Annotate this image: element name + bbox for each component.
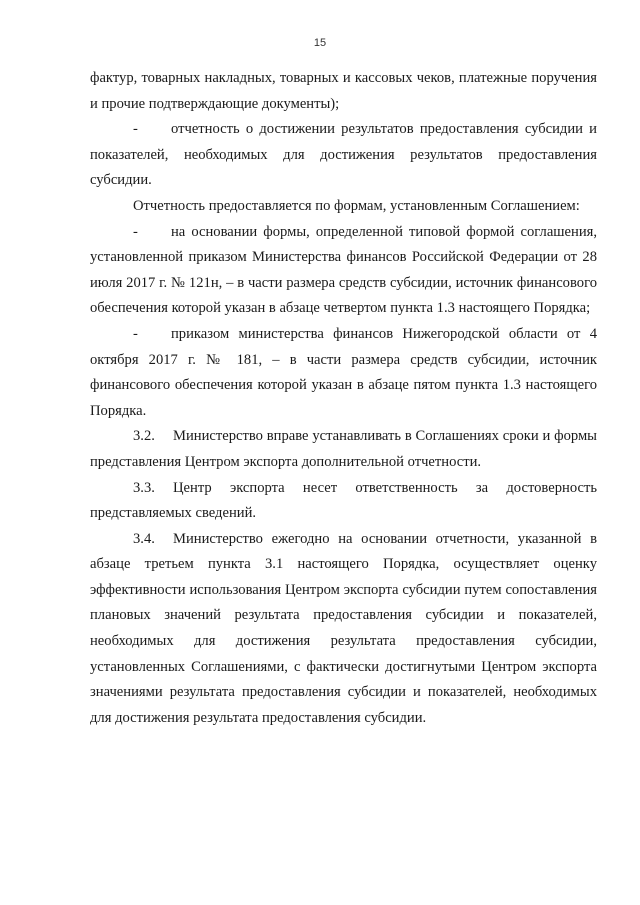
clause-3-4 <box>90 527 597 732</box>
list-dash: - <box>133 223 138 240</box>
paragraph-text: фактур, товарных накладных, товарных и кассовых чеков, платежные поручения и прочие подтверждающие документы); <box>90 70 597 112</box>
list-item-text: на основании формы, определенной типовой формой соглашения, установленной приказом Министерства финансов Российской Федерации от 28 июля 2017 г. № 121н, – в части размера средств субсидии, источник финансового обеспечения которой указан в абзаце четвертом пункта 1.3 настоящего Порядка; <box>90 223 597 317</box>
clause-3-3 <box>90 476 597 527</box>
clause-number: 3.4. <box>133 530 155 547</box>
list-dash: - <box>133 121 138 138</box>
list-item-text: отчетность о достижении результатов предоставления субсидии и показателей, необходимых для достижения результатов предоставления субсидии. <box>90 121 597 189</box>
paragraph-continuation <box>90 66 597 117</box>
paragraph-text: Отчетность предоставляется по формам, установленным Соглашением: <box>133 197 580 214</box>
page-number: 15 <box>313 37 327 49</box>
clause-text: Центр экспорта несет ответственность за достоверность представляемых сведений. <box>90 479 597 522</box>
clause-number: 3.2. <box>133 428 155 445</box>
clause-number: 3.3. <box>133 479 155 496</box>
clause-text: Министерство ежегодно на основании отчетности, указанной в абзаце третьем пункта 3.1 настоящего Порядка, осуществляет оценку эффективности использования Центром экспорта субсидии путем сопоставления плановых значений результата предоставления субсидии и показателей, необходимых для достижения результата предоставления субсидии, установленных Соглашениями, с фактически достигнутыми Центром экспорта значениями результата предоставления субсидии и показателей, необходимых для достижения результата предоставления субсидии. <box>90 530 597 726</box>
clause-3-2 <box>90 424 597 475</box>
list-item-regional-order <box>90 322 597 424</box>
list-item-text: приказом министерства финансов Нижегородской области от 4 октября 2017 г. № 181, – в части размера средств субсидии, источник финансового обеспечения которой указан в абзаце пятом пункта 1.3 настоящего Порядка. <box>90 325 597 419</box>
document-body <box>90 66 597 731</box>
paragraph-forms <box>90 194 597 220</box>
list-dash: - <box>133 325 138 342</box>
clause-text: Министерство вправе устанавливать в Соглашениях сроки и формы представления Центром экспорта дополнительной отчетности. <box>90 428 597 470</box>
list-item-federal-form <box>90 220 597 322</box>
list-item-reporting <box>90 117 597 194</box>
